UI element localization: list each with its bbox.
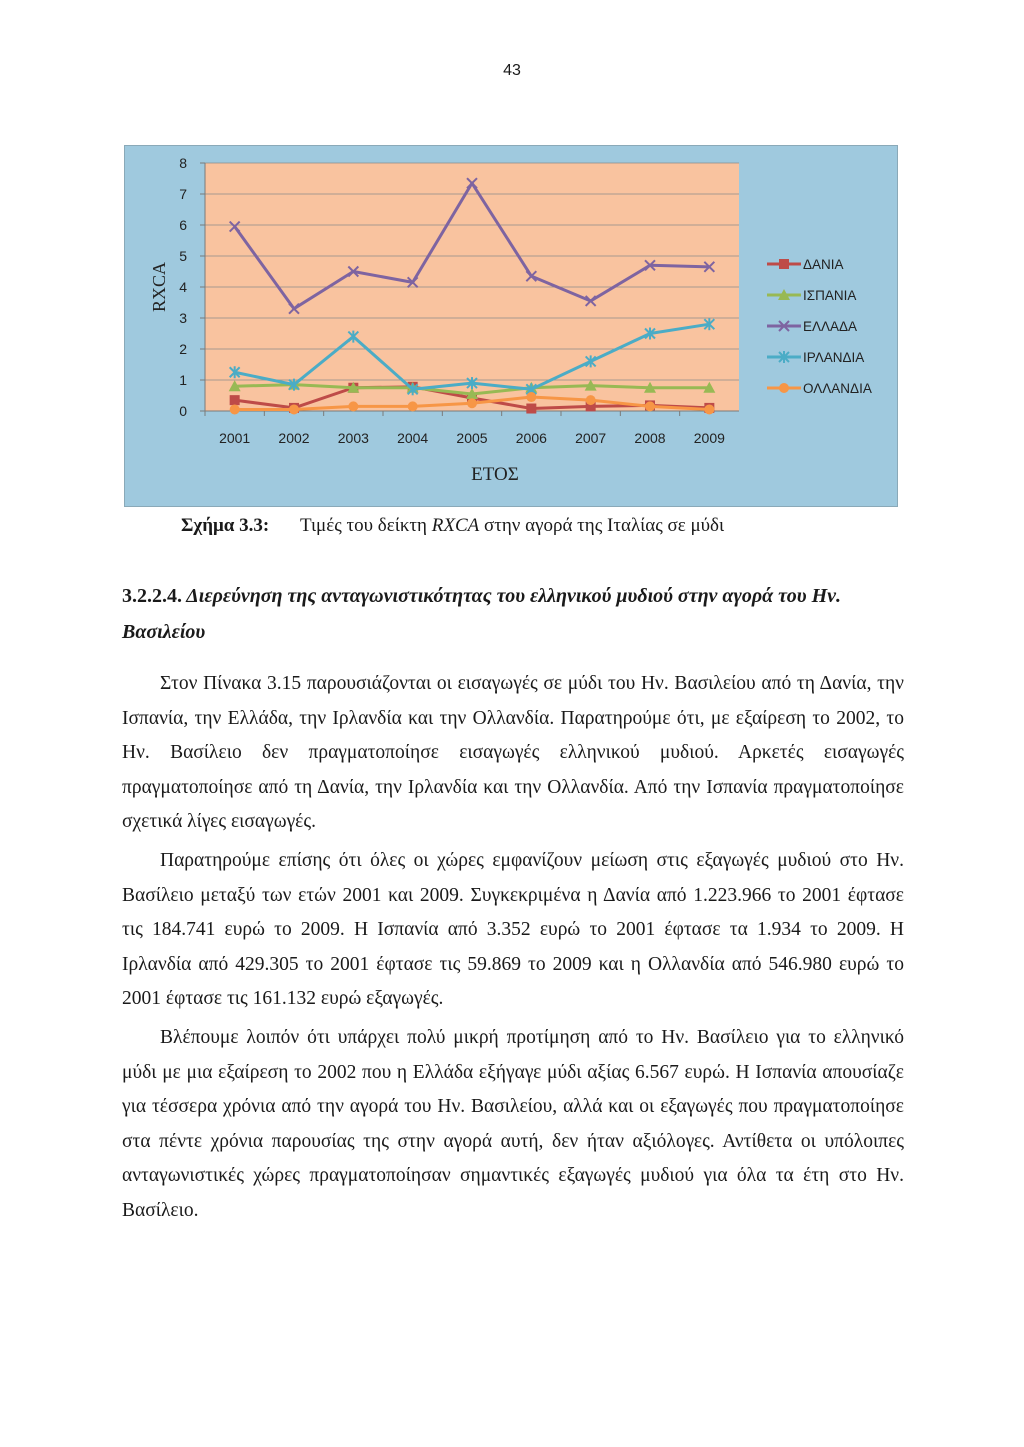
legend-label: ΙΣΠΑΝΙΑ	[803, 288, 857, 303]
legend-entry	[767, 319, 857, 334]
y-tick-label: 2	[179, 341, 187, 357]
series-1-point	[230, 395, 240, 405]
caption-text	[300, 515, 724, 537]
y-tick-label: 7	[179, 186, 187, 202]
legend-label: ΙΡΛΑΝΔΙΑ	[803, 350, 865, 365]
paragraph-3: Βλέπουμε λοιπόν ότι υπάρχει πολύ μικρή προτίμηση από το Ην. Βασίλειο για το ελληνικό μύδι με μια εξαίρεση το 2002 που η Ελλάδα εξήγαγε μύδι αξίας 6.567 ευρώ. Η Ισπανία απουσίαζε για τέσσερα χρόνια από την αγορά του Ην. Βασιλείου, αλλά και οι εξαγωγές που πραγματοποίησε στα πέντε χρόνια παρουσίας της στην αγορά αυτή, δεν ήταν αξιόλογες. Αντίθετα οι υπόλοιπες ανταγωνιστικές χώρες πραγματοποίησαν σημαντικές εξαγωγές μυδιού για όλα τα έτη στο Ην. Βασίλειο.	[122, 1026, 904, 1221]
caption-text-after: στην αγορά της Ιταλίας σε μύδι	[479, 515, 725, 536]
series-5-point	[586, 395, 596, 405]
series-5-point	[467, 398, 477, 408]
x-tick-label: 2009	[693, 430, 725, 446]
y-tick-label: 0	[179, 403, 187, 419]
caption-text-before: Τιμές του δείκτη	[300, 515, 432, 536]
x-tick-label: 2005	[456, 430, 488, 446]
x-axis-title: ΕΤΟΣ	[471, 464, 519, 485]
y-tick-label: 3	[179, 310, 187, 326]
series-5-point	[230, 404, 240, 414]
x-tick-label: 2002	[278, 430, 310, 446]
y-tick-label: 6	[179, 217, 187, 233]
rxca-line-chart	[124, 145, 898, 507]
legend-marker	[779, 383, 789, 393]
y-tick-label: 1	[179, 372, 187, 388]
legend-entry	[767, 381, 872, 396]
section-number: 3.2.2.4.	[122, 585, 182, 607]
legend-label: ΔΑΝΙΑ	[803, 257, 844, 272]
series-5-point	[408, 401, 418, 411]
legend-entry	[767, 350, 864, 365]
x-tick-label: 2001	[219, 430, 251, 446]
series-5-point	[645, 401, 655, 411]
x-tick-label: 2003	[337, 430, 369, 446]
series-5-point	[289, 404, 299, 414]
body-text	[122, 667, 904, 1233]
paragraph-2: Παρατηρούμε επίσης ότι όλες οι χώρες εμφανίζουν μείωση στις εξαγωγές μυδιού στο Ην. Βασίλειο μεταξύ των ετών 2001 και 2009. Συγκεκριμένα η Δανία από 1.223.966 το 2001 έφτασε τις 184.741 ευρώ το 2009. Η Ισπανία από 3.352 ευρώ το 2001 έφτασε τα 1.934 το 2009. Η Ιρλανδία από 429.305 το 2001 έφτασε τις 59.869 το 2009 και η Ολλανδία από 546.980 ευρώ το 2001 έφτασε τις 161.132 ευρώ εξαγωγές.	[122, 849, 904, 1010]
section-heading	[122, 578, 904, 650]
x-tick-label: 2008	[634, 430, 666, 446]
page-number: 43	[503, 62, 521, 79]
y-tick-label: 5	[179, 248, 187, 264]
chart-svg	[125, 146, 897, 506]
x-tick-label: 2004	[397, 430, 429, 446]
x-tick-label: 2007	[575, 430, 607, 446]
legend-label: ΕΛΛΑΔΑ	[803, 319, 858, 334]
legend-entry	[767, 257, 844, 272]
y-tick-label: 4	[179, 279, 187, 295]
caption-text-italic: RXCA	[431, 515, 480, 536]
x-tick-label: 2006	[515, 430, 547, 446]
legend-label: ΟΛΛΑΝΔΙΑ	[803, 381, 872, 396]
series-5-point	[704, 404, 714, 414]
y-tick-label: 8	[179, 155, 187, 171]
caption-label: Σχήμα 3.3:	[181, 515, 270, 536]
paragraph-1: Στον Πίνακα 3.15 παρουσιάζονται οι εισαγωγές σε μύδι του Ην. Βασιλείου από τη Δανία, την Ισπανία, την Ελλάδα, την Ιρλανδία και την Ολλανδία. Παρατηρούμε ότι, με εξαίρεση το 2002, το Ην. Βασίλειο δεν πραγματοποίησε εισαγωγές ελληνικού μυδιού. Αρκετές εισαγωγές πραγματοποίησε από τη Δανία, την Ιρλανδία και την Ολλανδία. Από την Ισπανία πραγματοποίησε σχετικά λίγες εισαγωγές.	[122, 673, 904, 833]
y-axis-title: RXCA	[149, 261, 169, 313]
section-title: Διερεύνηση της ανταγωνιστικότητας του ελληνικού μυδιού στην αγορά του Ην. Βασιλείου	[122, 585, 842, 643]
legend-marker	[779, 259, 789, 269]
legend-entry	[767, 288, 856, 303]
series-1-point	[526, 404, 536, 414]
series-5-point	[348, 401, 358, 411]
series-5-point	[526, 392, 536, 402]
